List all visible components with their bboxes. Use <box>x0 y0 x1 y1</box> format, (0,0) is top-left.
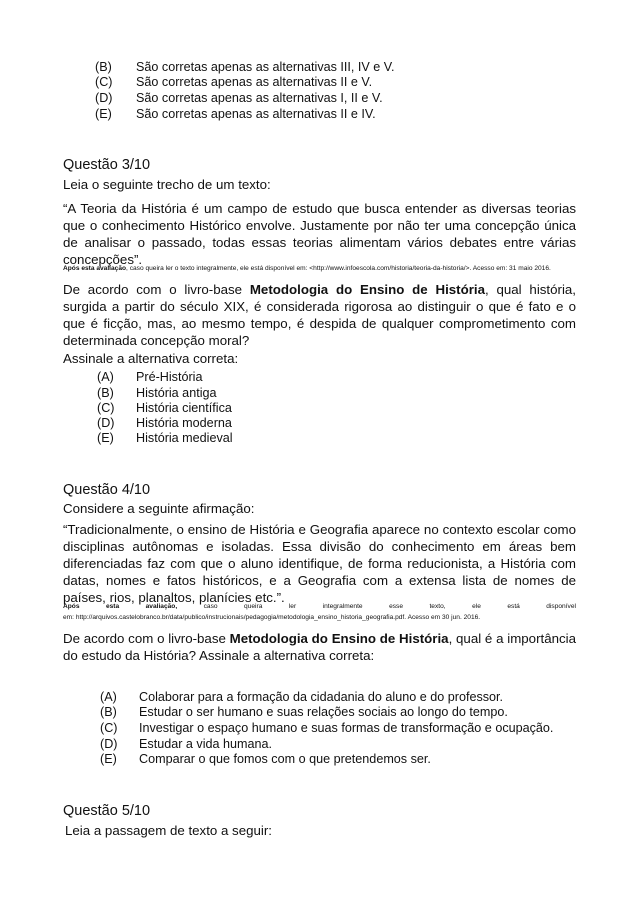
option-letter: (E) <box>97 431 114 445</box>
q4-quote: “Tradicionalmente, o ensino de História e Geografia aparece no contexto escolar como disciplinas autônomas e isoladas. Essa divisão do conhecimento em áreas bem diferenciadas faz com que o aluno identifique, de forma reducionista, a História com datas, nomes e fatos históricos, e a Geografia com a extensa lista de nomes de países, rios, planaltos, planícies etc.”. <box>63 522 576 605</box>
source-word: queira <box>244 603 263 610</box>
option-letter: (D) <box>97 416 115 430</box>
option-text: Pré-História <box>136 370 203 384</box>
option-letter: (A) <box>100 690 117 704</box>
q3-source-bold: Após esta avaliação <box>63 265 127 272</box>
option-letter: (D) <box>95 91 113 105</box>
q3-intro: Leia o seguinte trecho de um texto: <box>63 177 271 192</box>
option-text: História medieval <box>136 431 233 445</box>
q5-title: Questão 5/10 <box>63 803 151 819</box>
q3-source-rest: , caso queira ler o texto integralmente, ele está disponível em: <http://www.infoescola.com/historia/teoria-da-historia/>. Acesso em: 31 maio 2016. <box>126 265 551 272</box>
source-word: ler <box>288 603 297 610</box>
option-letter: (A) <box>97 370 114 384</box>
q4-book-title: Metodologia do Ensino de História <box>229 631 449 646</box>
q4-intro: Considere a seguinte afirmação: <box>63 501 255 516</box>
q3-book-title: Metodologia do Ensino de História <box>249 282 485 297</box>
q3-title: Questão 3/10 <box>63 157 151 173</box>
option-letter: (D) <box>100 737 118 751</box>
option-letter: (C) <box>100 721 118 735</box>
option-letter: (E) <box>95 107 112 121</box>
option-text: São corretas apenas as alternativas II e IV. <box>136 107 376 121</box>
q3-quote: “A Teoria da História é um campo de estudo que busca entender as diversas teorias que o conhecimento Histórico envolve. Justamente por não ter uma concepção única de analisar o passado, todas essas teorias alimentam vários debates entre várias concepções”. <box>63 201 576 267</box>
source-word: caso <box>203 603 218 610</box>
q4-title: Questão 4/10 <box>63 482 151 498</box>
source-word: Após <box>63 603 80 610</box>
q3-prompt-after: , qual história, surgida a partir do século XIX, é considerada rigorosa ao distinguir o que é fato e o que é ficção, mas, ao mesmo tempo, é despida de qualquer comprometimento com determinada concepção moral? <box>63 282 576 348</box>
option-text: História moderna <box>136 416 232 430</box>
source-word: texto, <box>429 603 446 610</box>
option-letter: (B) <box>97 386 114 400</box>
option-text: História científica <box>136 401 232 415</box>
option-text: São corretas apenas as alternativas II e V. <box>136 75 373 89</box>
source-word: integralmente <box>322 603 363 610</box>
source-word: ele <box>472 603 481 610</box>
source-word: disponível <box>546 603 576 610</box>
option-letter: (C) <box>97 401 115 415</box>
option-text: Estudar o ser humano e suas relações sociais ao longo do tempo. <box>139 705 508 719</box>
q4-source-line2: em: http://arquivos.castelobranco.br/data/publico/instrucionais/pedagogia/metodologia_ensino_historia_geografia.pdf. Acesso em 30 jun. 2016. <box>63 614 481 621</box>
source-word: esse <box>389 603 403 610</box>
q3-prompt <box>63 281 576 349</box>
option-text: Colaborar para a formação da cidadania do aluno e do professor. <box>139 690 504 704</box>
option-text: São corretas apenas as alternativas I, II e V. <box>136 91 383 105</box>
source-word: esta <box>105 603 120 610</box>
q3-instruction: Assinale a alternativa correta: <box>63 351 239 366</box>
q3-source <box>63 265 576 273</box>
option-text: Investigar o espaço humano e suas formas de transformação e ocupação. <box>139 721 554 735</box>
option-letter: (B) <box>100 705 117 719</box>
source-word: avaliação, <box>145 603 178 610</box>
q4-prompt-before: De acordo com o livro-base <box>63 631 230 646</box>
q4-source-line1 <box>63 603 576 611</box>
option-letter: (C) <box>95 75 113 89</box>
q4-prompt <box>63 630 576 664</box>
option-text: História antiga <box>136 386 217 400</box>
option-letter: (B) <box>95 60 112 74</box>
q3-prompt-before: De acordo com o livro-base <box>63 282 250 297</box>
source-word: está <box>507 603 520 610</box>
option-letter: (E) <box>100 752 117 766</box>
q4-prompt-after: , qual é a importância do estudo da História? Assinale a alternativa correta: <box>63 631 576 663</box>
q5-intro: Leia a passagem de texto a seguir: <box>65 823 272 838</box>
option-text: São corretas apenas as alternativas III, IV e V. <box>136 60 395 74</box>
option-text: Comparar o que fomos com o que pretendemos ser. <box>139 752 431 766</box>
option-text: Estudar a vida humana. <box>139 737 273 751</box>
